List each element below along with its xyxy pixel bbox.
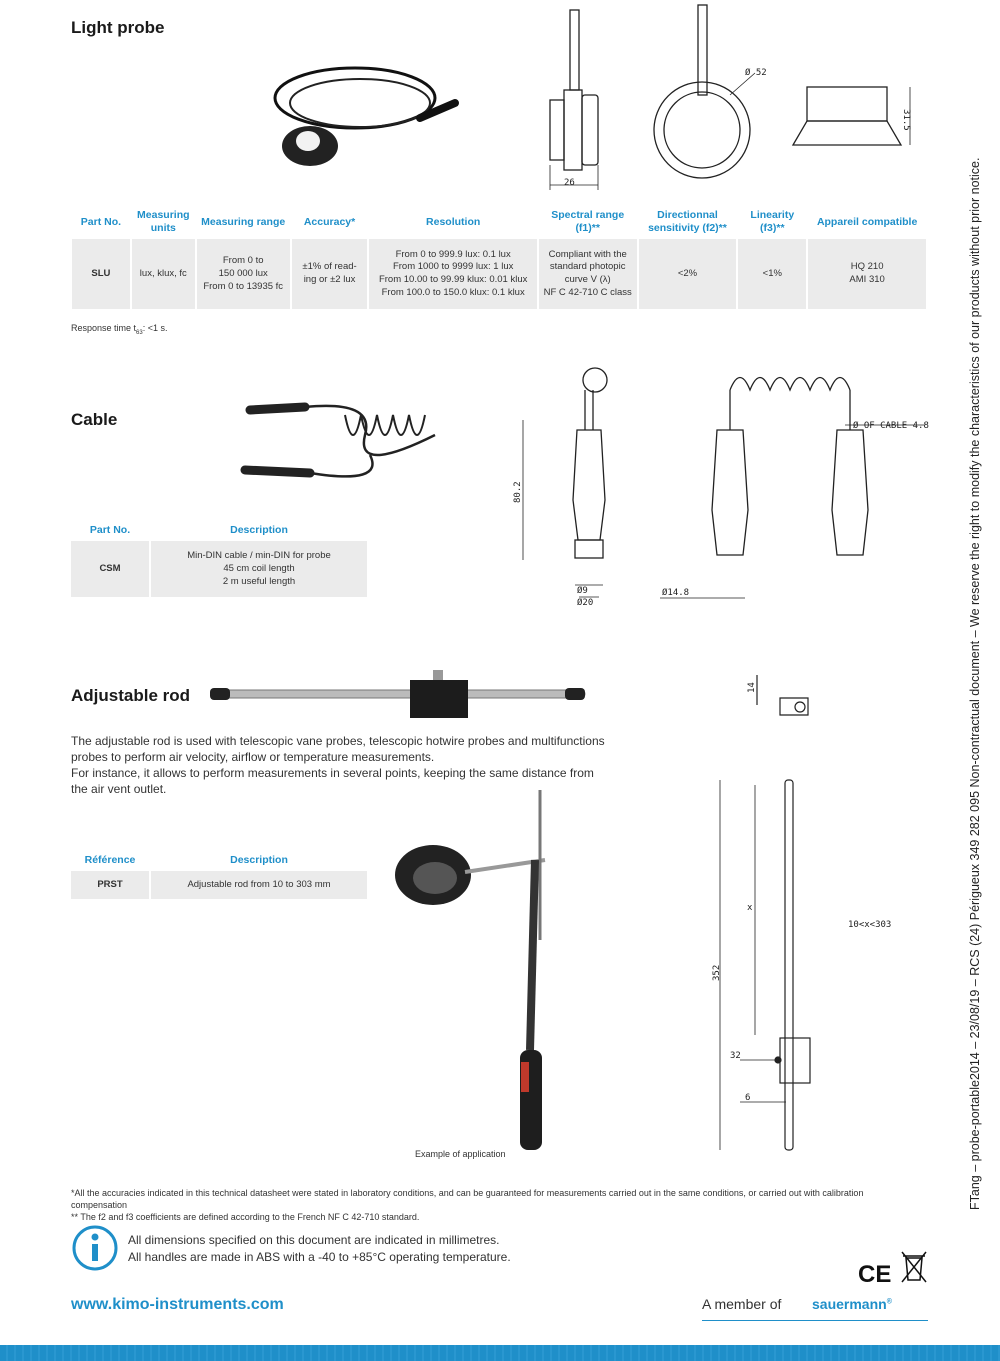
part-number: PRST	[71, 871, 149, 899]
column-header: Resolution	[426, 215, 481, 228]
column-header: Part No.	[80, 215, 122, 228]
footnote: *All the accuracies indicated in this technical datasheet were stated in laboratory conditions, and can be guaranteed for measurements carried out in the same conditions, or carried out with calibration compensation	[71, 1188, 864, 1210]
dim-label: Ø 52	[745, 68, 767, 78]
column-header: Measuring units	[137, 209, 190, 235]
part-number: CSM	[71, 541, 149, 597]
column-header: Part No.	[89, 524, 131, 536]
rod-description: The adjustable rod is used with telescopic vane probes, telescopic hotwire probes and multifunctions probes to perform air velocity, airflow or temperature measurements. For instance, it allows to perform measurements in several points, keeping the same distance from the air vent outlet.	[71, 734, 605, 796]
cell: lux, klux, fc	[132, 239, 195, 309]
footnotes	[71, 1187, 911, 1223]
info-icon	[71, 1224, 121, 1274]
rod-application-photo	[395, 790, 565, 1170]
example-caption: Example of application	[415, 1149, 506, 1159]
column-header: Description	[230, 524, 288, 536]
dim-label: 80.2	[513, 481, 523, 503]
rod-photo	[210, 670, 590, 725]
light-probe-drawing	[540, 5, 930, 195]
cell: From 0 to 999.9 lux: 0.1 lux From 1000 to 9999 lux: 1 lux From 10.00 to 99.99 klux: 0.01 klux From 100.0 to 150.0 klux: 0.1 klux	[369, 239, 536, 309]
dim-label: Ø9	[577, 586, 588, 596]
dim-label: 26	[564, 178, 575, 188]
column-header: Accuracy*	[303, 215, 356, 228]
dim-label: 14	[747, 682, 757, 693]
cable-photo	[235, 395, 465, 495]
dim-label: 31.5	[901, 109, 911, 131]
column-header: Linearity (f3)**	[750, 209, 795, 235]
rod-table	[69, 850, 369, 901]
cell: From 0 to 150 000 lux From 0 to 13935 fc	[197, 239, 290, 309]
info-text: All dimensions specified on this document are indicated in millimetres. All handles are made in ABS with a -40 to +85°C operating temperature.	[128, 1233, 511, 1264]
member-text: A member of	[702, 1296, 782, 1312]
cable-drawing	[505, 360, 929, 610]
cell: <2%	[639, 239, 737, 309]
dim-label: Ø OF CABLE 4.8	[853, 421, 929, 431]
dim-label: x	[747, 903, 753, 913]
column-header: Directionnal sensitivity (f2)**	[648, 209, 727, 235]
part-number: SLU	[72, 239, 130, 309]
cell: Compliant with the standard photopic curve V (λ) NF C 42-710 C class	[539, 239, 637, 309]
website-link[interactable]: www.kimo-instruments.com	[71, 1296, 284, 1313]
table-row	[72, 239, 926, 309]
column-header: Référence	[84, 854, 136, 866]
light-probe-photo	[270, 48, 460, 178]
dim-label: 352	[712, 964, 722, 981]
footer-underline	[702, 1320, 928, 1321]
dim-label: 32	[730, 1051, 741, 1061]
column-header: Measuring range	[201, 215, 286, 228]
cable-title: Cable	[71, 410, 118, 429]
cell: Adjustable rod from 10 to 303 mm	[151, 871, 367, 899]
dim-label: 10<x<303	[848, 920, 892, 930]
cable-table	[69, 520, 369, 599]
light-probe-table	[70, 205, 928, 311]
rod-title: Adjustable rod	[71, 686, 191, 705]
side-legal-text: FTang – probe-portable2014 – 23/08/19 – RCS (24) Périgueux 349 282 095 Non-contractual document – We reserve the right to modify the characteristics of our products without prior notice.	[968, 157, 982, 1210]
cell: ±1% of read- ing or ±2 lux	[292, 239, 368, 309]
rod-drawing	[700, 670, 920, 1170]
ce-mark: CE	[858, 1261, 892, 1288]
dim-label: Ø20	[577, 598, 594, 608]
dim-label: 6	[745, 1093, 751, 1103]
column-header: Appareil compatible	[816, 215, 918, 228]
table-row	[71, 541, 367, 597]
light-probe-title: Light probe	[71, 18, 165, 37]
weee-bin-icon	[900, 1250, 928, 1284]
column-header: Description	[230, 854, 288, 866]
bottom-bar	[0, 1345, 1000, 1361]
table-row	[71, 871, 367, 899]
response-time-note: Response time $t_{63}$: <1 s.	[71, 323, 168, 336]
footnote: ** The f2 and f3 coefficients are defined according to the French NF C 42-710 standard.	[71, 1212, 420, 1222]
dim-label: Ø14.8	[662, 588, 690, 598]
cell: HQ 210 AMI 310	[808, 239, 926, 309]
cell: Min-DIN cable / min-DIN for probe 45 cm coil length 2 m useful length	[151, 541, 367, 597]
column-header: Spectral range (f1)**	[551, 209, 625, 235]
sauermann-logo: sauermann®	[812, 1296, 892, 1312]
cell: <1%	[738, 239, 806, 309]
